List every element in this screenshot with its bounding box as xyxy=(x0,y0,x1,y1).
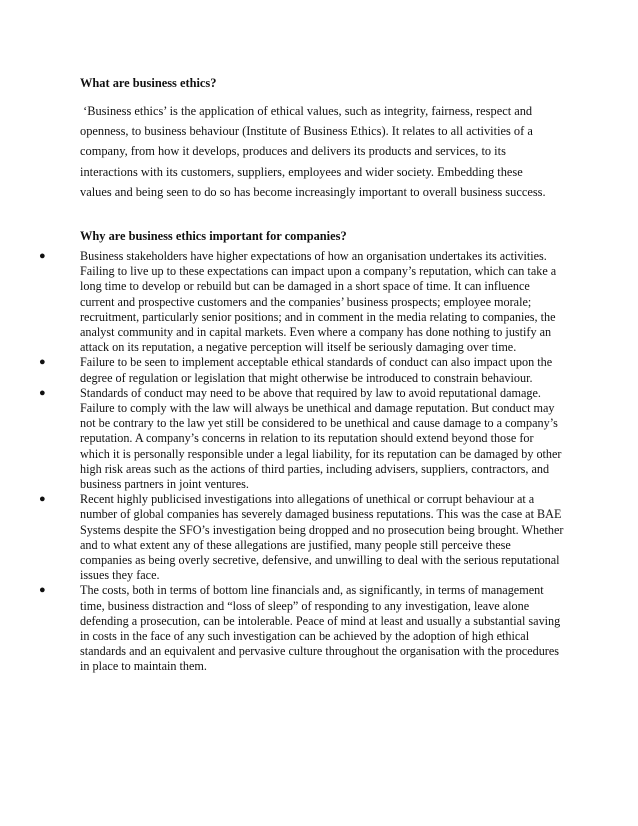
list-item-text: Recent highly publicised investigations into allegations of unethical or corrupt behaviour at a number of global companies has severely damaged business reputations. This was the case at BAE Systems despite the SFO’s investigation being dropped and no prosecution being brought. Whether and to what extent any of these allegations are justified, many people still perceive these companies as being overly secretive, defensive, and unwilling to deal with the serious reputational issues they face. xyxy=(80,492,564,583)
list-item xyxy=(0,583,564,674)
list-item-text: Failure to be seen to implement acceptable ethical standards of conduct can also impact upon the degree of regulation or legislation that might otherwise be introduced to constrain behaviour. xyxy=(80,355,553,385)
intro-paragraph: ‘Business ethics’ is the application of ethical values, such as integrity, fairness, respect and openness, to business behaviour (Institute of Business Ethics). It relates to all activities of a company, from how it develops, produces and delivers its products and services, to its interactions with its customers, suppliers, employees and wider society. Embedding these values and being seen to do so has become increasingly important to overall business success. xyxy=(80,104,546,199)
bullet-icon: ● xyxy=(39,356,46,369)
list-item xyxy=(0,492,564,583)
list-item xyxy=(0,355,564,385)
list-item-text: Business stakeholders have higher expectations of how an organisation undertakes its activities. Failing to live up to these expectations can impact upon a company’s reputation, which can take a long time to develop or rebuild but can be damaged in a short space of time. It can influence current and prospective customers and the companies’ business prospects; employee morale; recruitment, particularly senior positions; and in comment in the media relating to companies, the analyst community and in capital markets. Even where a company has done nothing to justify an attack on its reputation, a negative perception will itself be seriously damaging over time. xyxy=(80,249,557,355)
section-heading-what-are-business-ethics: What are business ethics? xyxy=(80,76,217,90)
bullet-icon: ● xyxy=(39,250,46,262)
bullet-icon: ● xyxy=(39,584,46,597)
bullet-icon: ● xyxy=(39,493,46,506)
list-item-text: Standards of conduct may need to be above that required by law to avoid reputational damage. Failure to comply with the law will always be unethical and damage reputation. But conduct may not be contrary to the law yet still be considered to be unethical and cause damage to a company’s reputation. A company’s concerns in relation to its reputation should extend beyond those for which it is personally responsible under a legal liability, for its reputation can be damaged by other high risk areas such as the actions of third parties, including advisers, suppliers, contractors, and business partners in joint ventures. xyxy=(80,385,562,492)
bullet-icon: ● xyxy=(39,386,46,399)
section-heading-why-important: Why are business ethics important for companies? xyxy=(80,229,347,243)
list-item xyxy=(0,249,564,355)
list-item-text: The costs, both in terms of bottom line financials and, as significantly, in terms of management time, business distraction and “loss of sleep” of responding to any investigation, leave alone defending a prosecution, can be intolerable. Peace of mind at least and usually a substantial saving in costs in the face of any such investigation can be achieved by the adoption of high ethical standards and an equivalent and pervasive culture throughout the organisation with the procedures in place to maintain them. xyxy=(80,583,561,674)
bullet-list xyxy=(0,249,638,675)
list-item xyxy=(0,386,564,492)
